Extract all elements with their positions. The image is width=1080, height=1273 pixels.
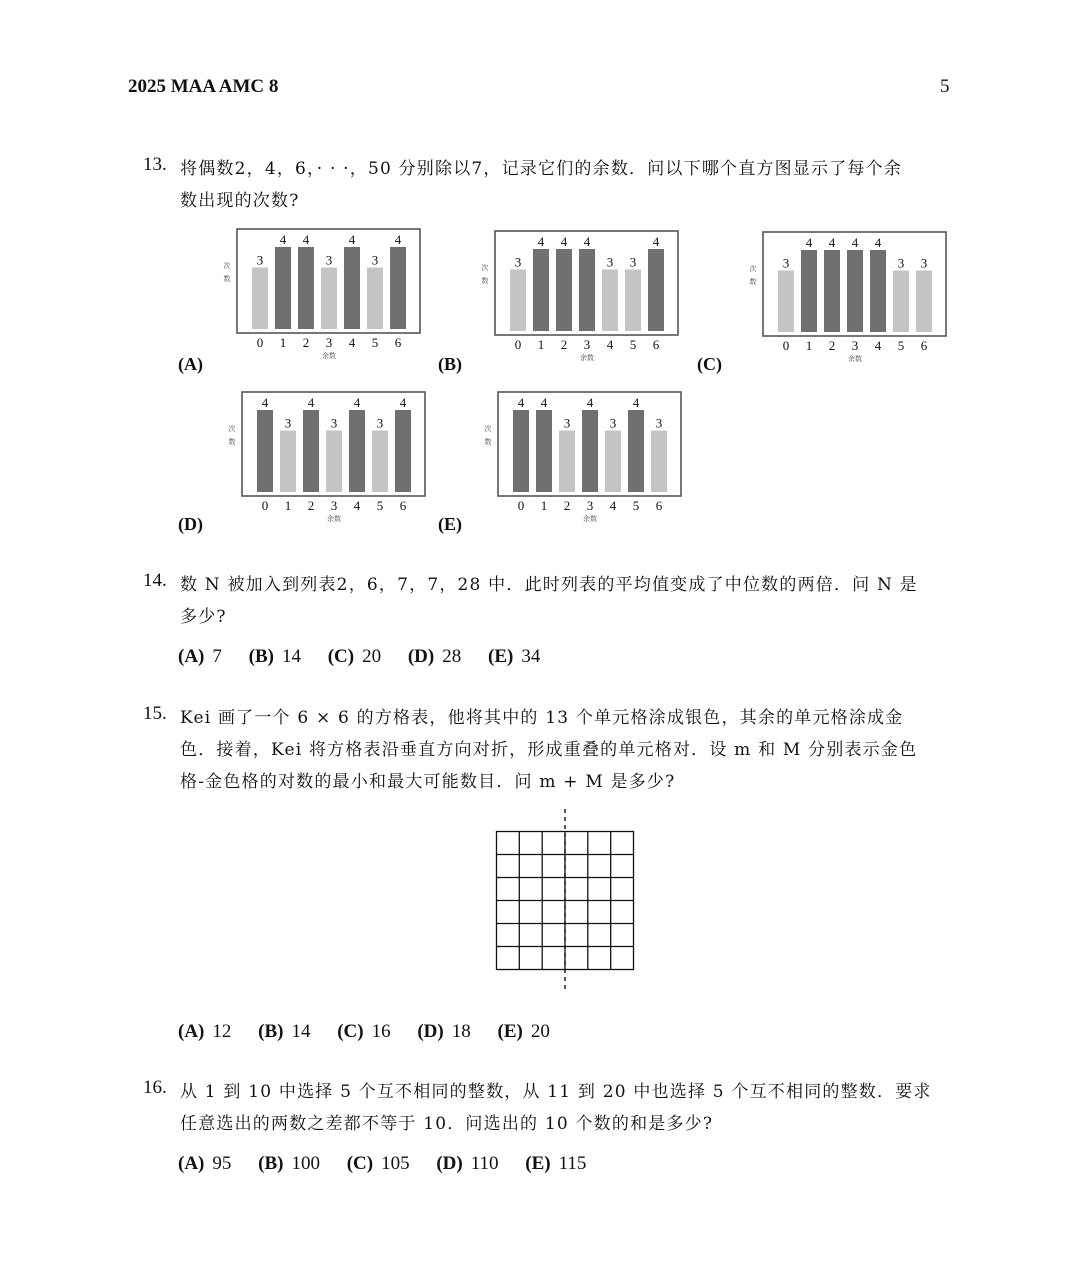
bar bbox=[533, 249, 549, 331]
bar-value-label: 4 bbox=[302, 232, 310, 247]
bar-value-label: 4 bbox=[517, 395, 525, 410]
bar-value-label: 3 bbox=[606, 254, 614, 270]
x-axis-label: 余数 bbox=[327, 515, 341, 523]
x-tick-label: 4 bbox=[353, 498, 361, 513]
bar bbox=[870, 250, 886, 332]
x-tick-label: 5 bbox=[629, 337, 637, 352]
x-tick-label: 6 bbox=[399, 498, 407, 513]
bar-value-label: 4 bbox=[586, 395, 594, 410]
bar bbox=[778, 271, 794, 333]
y-axis-label: 次数 bbox=[228, 425, 236, 451]
bar-value-label: 4 bbox=[307, 395, 315, 410]
x-tick-label: 4 bbox=[606, 337, 614, 352]
choice-a[interactable]: (A) 12 bbox=[178, 1021, 232, 1042]
histogram-a bbox=[220, 226, 430, 362]
x-tick-label: 1 bbox=[805, 338, 813, 353]
bar bbox=[349, 410, 365, 492]
x-axis-label: 余数 bbox=[322, 352, 336, 360]
bar-value-label: 4 bbox=[874, 235, 882, 250]
bar-value-label: 4 bbox=[652, 234, 660, 249]
x-tick-label: 0 bbox=[256, 335, 264, 350]
bar-value-label: 3 bbox=[655, 415, 663, 431]
y-axis-label: 次数 bbox=[484, 425, 492, 451]
question-13-line-2: 数出现的次数? bbox=[180, 191, 300, 211]
x-tick-label: 5 bbox=[897, 338, 905, 353]
bar bbox=[536, 410, 552, 492]
bar bbox=[801, 250, 817, 332]
bar bbox=[321, 268, 337, 330]
bar-value-label: 4 bbox=[353, 395, 361, 410]
bar bbox=[602, 270, 618, 332]
bar bbox=[916, 271, 932, 333]
x-tick-label: 1 bbox=[540, 498, 548, 513]
bar-value-label: 4 bbox=[540, 395, 548, 410]
x-tick-label: 2 bbox=[563, 498, 571, 513]
question-16-line-2: 任意选出的两数之差都不等于 10．问选出的 10 个数的和是多少? bbox=[180, 1114, 714, 1134]
bar-value-label: 4 bbox=[537, 234, 545, 249]
histogram-b bbox=[478, 228, 688, 364]
choice-a[interactable]: (A) 7 bbox=[178, 646, 222, 667]
x-tick-label: 6 bbox=[394, 335, 402, 350]
bar-value-label: 4 bbox=[348, 232, 356, 247]
bar-value-label: 4 bbox=[632, 395, 640, 410]
bar-value-label: 4 bbox=[583, 234, 591, 249]
question-15-line-2: 色．接着，Kei 将方格表沿垂直方向对折，形成重叠的单元格对．设 m 和 M 分别表示金色 bbox=[180, 740, 918, 760]
bar-value-label: 3 bbox=[330, 415, 338, 431]
bar bbox=[648, 249, 664, 331]
bar bbox=[824, 250, 840, 332]
question-14-line-1: 数 N 被加入到列表2，6，7，7，28 中．此时列表的平均值变成了中位数的两倍．问 N 是 bbox=[180, 575, 918, 595]
choice-d[interactable]: (D) 28 bbox=[407, 646, 462, 667]
bar-value-label: 3 bbox=[782, 255, 790, 271]
bar bbox=[344, 247, 360, 329]
question-15-line-1: Kei 画了一个 6 × 6 的方格表，他将其中的 13 个单元格涂成银色，其余的单元格涂成金 bbox=[180, 708, 904, 728]
bar bbox=[556, 249, 572, 331]
choice-c[interactable]: (C) 16 bbox=[337, 1021, 391, 1042]
bar-value-label: 4 bbox=[828, 235, 836, 250]
bar bbox=[303, 410, 319, 492]
choice-c[interactable]: (C) 20 bbox=[327, 646, 382, 667]
option-label-a: (A) bbox=[178, 354, 203, 374]
question-13-number: 13. bbox=[143, 154, 167, 175]
bar bbox=[847, 250, 863, 332]
x-tick-label: 2 bbox=[302, 335, 310, 350]
x-tick-label: 3 bbox=[330, 498, 338, 513]
question-14-line-2: 多少? bbox=[180, 607, 227, 627]
bar bbox=[628, 410, 644, 492]
option-label-e: (E) bbox=[438, 514, 462, 534]
x-tick-label: 3 bbox=[583, 337, 591, 352]
question-14-number: 14. bbox=[143, 570, 167, 591]
bar-value-label: 3 bbox=[514, 254, 522, 270]
bar bbox=[579, 249, 595, 331]
bar-value-label: 3 bbox=[325, 252, 333, 268]
x-tick-label: 1 bbox=[537, 337, 545, 352]
bar-value-label: 4 bbox=[399, 395, 407, 410]
bar bbox=[559, 431, 575, 493]
histogram-c bbox=[746, 229, 956, 365]
histogram-e bbox=[481, 389, 691, 525]
bar-value-label: 3 bbox=[920, 255, 928, 271]
x-tick-label: 5 bbox=[376, 498, 384, 513]
x-tick-label: 5 bbox=[371, 335, 379, 350]
choice-d[interactable]: (D) 18 bbox=[417, 1021, 471, 1042]
bar bbox=[257, 410, 273, 492]
x-tick-label: 0 bbox=[517, 498, 525, 513]
six-by-six-grid-figure bbox=[490, 805, 640, 995]
bar-value-label: 4 bbox=[394, 232, 402, 247]
choice-e[interactable]: (E) 20 bbox=[497, 1021, 550, 1042]
bar-value-label: 4 bbox=[805, 235, 813, 250]
x-tick-label: 3 bbox=[851, 338, 859, 353]
bar-value-label: 3 bbox=[376, 415, 384, 431]
choice-b[interactable]: (B) 14 bbox=[248, 646, 301, 667]
x-tick-label: 2 bbox=[307, 498, 315, 513]
y-axis-label: 次数 bbox=[749, 265, 757, 291]
question-16-choices bbox=[178, 1153, 608, 1175]
x-tick-label: 6 bbox=[652, 337, 660, 352]
option-label-c: (C) bbox=[697, 354, 722, 374]
x-tick-label: 0 bbox=[514, 337, 522, 352]
bar-value-label: 4 bbox=[261, 395, 269, 410]
choice-e[interactable]: (E) 34 bbox=[488, 646, 541, 667]
bar bbox=[893, 271, 909, 333]
bar-value-label: 4 bbox=[279, 232, 287, 247]
bar bbox=[280, 431, 296, 493]
bar bbox=[367, 268, 383, 330]
question-15-choices bbox=[178, 1021, 572, 1043]
x-tick-label: 2 bbox=[560, 337, 568, 352]
choice-e[interactable]: (E) 115 bbox=[525, 1153, 587, 1174]
bar bbox=[275, 247, 291, 329]
bar bbox=[510, 270, 526, 332]
question-15-number: 15. bbox=[143, 703, 167, 724]
bar-value-label: 3 bbox=[609, 415, 617, 431]
x-tick-label: 6 bbox=[655, 498, 663, 513]
histogram-d bbox=[225, 389, 435, 525]
x-tick-label: 1 bbox=[279, 335, 287, 350]
question-15-line-3: 格-金色格的对数的最小和最大可能数目．问 m + M 是多少? bbox=[180, 772, 676, 792]
x-tick-label: 6 bbox=[920, 338, 928, 353]
question-16-number: 16. bbox=[143, 1077, 167, 1098]
bar-value-label: 3 bbox=[897, 255, 905, 271]
bar bbox=[326, 431, 342, 493]
x-tick-label: 2 bbox=[828, 338, 836, 353]
bar bbox=[651, 431, 667, 493]
y-axis-label: 次数 bbox=[481, 264, 489, 290]
bar-value-label: 3 bbox=[371, 252, 379, 268]
x-axis-label: 余数 bbox=[583, 515, 597, 523]
choice-d[interactable]: (D) 110 bbox=[436, 1153, 499, 1174]
bar bbox=[582, 410, 598, 492]
bar-value-label: 3 bbox=[563, 415, 571, 431]
bar-value-label: 3 bbox=[256, 252, 264, 268]
x-tick-label: 0 bbox=[782, 338, 790, 353]
x-tick-label: 5 bbox=[632, 498, 640, 513]
bar-value-label: 3 bbox=[629, 254, 637, 270]
x-tick-label: 4 bbox=[874, 338, 882, 353]
bar bbox=[298, 247, 314, 329]
x-axis-label: 余数 bbox=[580, 354, 594, 362]
x-tick-label: 3 bbox=[586, 498, 594, 513]
bar-value-label: 4 bbox=[560, 234, 568, 249]
question-14-choices bbox=[178, 646, 562, 668]
page-number: 5 bbox=[940, 76, 950, 97]
x-tick-label: 1 bbox=[284, 498, 292, 513]
bar bbox=[395, 410, 411, 492]
bar bbox=[390, 247, 406, 329]
y-axis-label: 次数 bbox=[223, 262, 231, 288]
option-label-b: (B) bbox=[438, 354, 462, 374]
x-tick-label: 4 bbox=[609, 498, 617, 513]
x-tick-label: 4 bbox=[348, 335, 356, 350]
bar bbox=[605, 431, 621, 493]
x-axis-label: 余数 bbox=[848, 355, 862, 363]
bar bbox=[625, 270, 641, 332]
choice-a[interactable]: (A) 95 bbox=[178, 1153, 232, 1174]
x-tick-label: 3 bbox=[325, 335, 333, 350]
bar bbox=[372, 431, 388, 493]
choice-c[interactable]: (C) 105 bbox=[346, 1153, 410, 1174]
choice-b[interactable]: (B) 14 bbox=[258, 1021, 311, 1042]
option-label-d: (D) bbox=[178, 514, 203, 534]
bar bbox=[513, 410, 529, 492]
bar-value-label: 3 bbox=[284, 415, 292, 431]
choice-b[interactable]: (B) 100 bbox=[258, 1153, 320, 1174]
question-16-line-1: 从 1 到 10 中选择 5 个互不相同的整数，从 11 到 20 中也选择 5 个互不相同的整数．要求 bbox=[180, 1082, 932, 1102]
question-13-line-1: 将偶数2，4，6，· · ·，50 分别除以7，记录它们的余数．问以下哪个直方图显示了每个余 bbox=[180, 159, 903, 179]
exam-title: 2025 MAA AMC 8 bbox=[128, 76, 279, 97]
bar-value-label: 4 bbox=[851, 235, 859, 250]
x-tick-label: 0 bbox=[261, 498, 269, 513]
bar bbox=[252, 268, 268, 330]
